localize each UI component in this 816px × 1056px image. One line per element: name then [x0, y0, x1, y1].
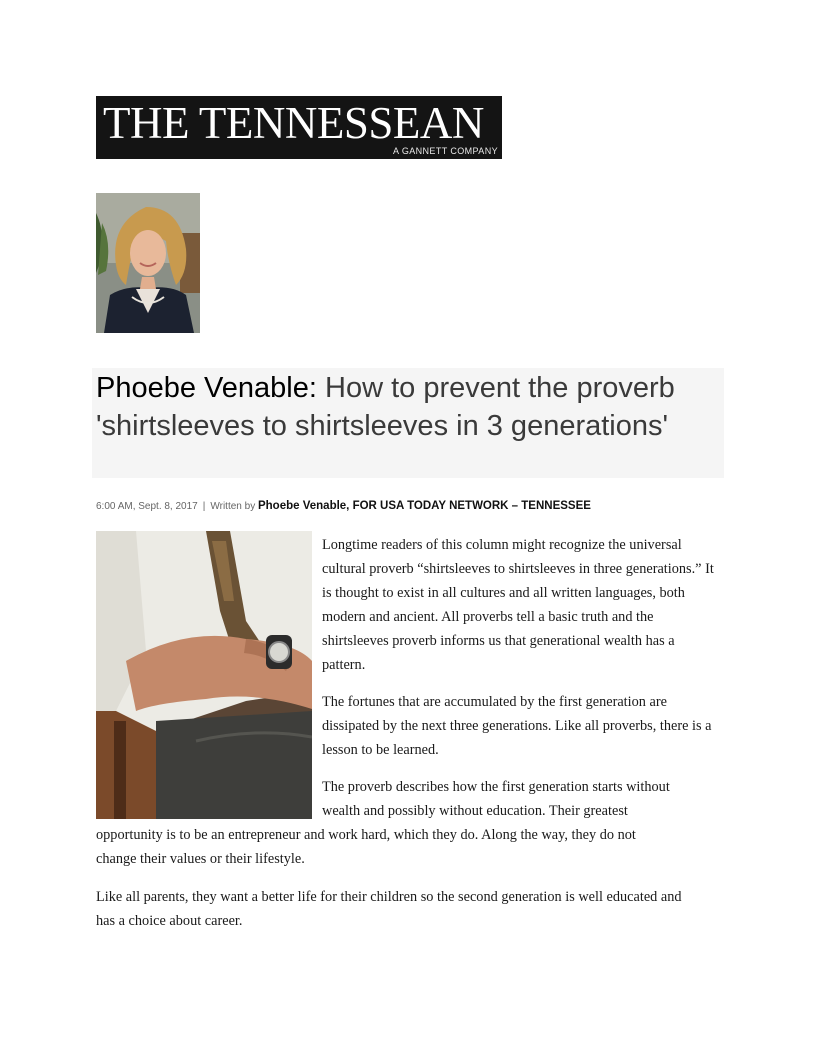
article-paragraph-2: The fortunes that are accumulated by the first generation are dissipated by the next three generations. Like all proverbs, there is a lesson to be learned. — [322, 694, 712, 758]
author-portrait — [96, 193, 200, 333]
article-paragraph-4: Like all parents, they want a better life for their children so the second generation is well educated and has a choice about career. — [96, 889, 682, 929]
article-paragraph-3-line-1: The proverb describes how the first generation starts without — [322, 779, 670, 795]
byline — [96, 500, 736, 512]
article-headline — [96, 369, 726, 445]
article-paragraph-3-line-3: opportunity is to be an entrepreneur and work hard, which they do. Along the way, they do not — [96, 827, 636, 843]
man-checking-watch-image — [96, 531, 312, 819]
article-photo — [96, 531, 312, 819]
article-paragraph-3-line-2: wealth and possibly without education. Their greatest — [322, 803, 628, 819]
article-paragraph-1: Longtime readers of this column might recognize the universal cultural proverb “shirtsleeves to shirtsleeves in three generations.” It is thought to exist in all cultures and all written languages, both modern and ancient. All proverbs tell a basic truth and the shirtsleeves proverb informs us that generational wealth has a pattern. — [322, 537, 714, 673]
headline-author: Phoebe Venable: — [96, 372, 317, 404]
masthead-tagline: A GANNETT COMPANY — [393, 146, 498, 156]
masthead-logo — [96, 96, 502, 159]
byline-datetime: 6:00 AM, Sept. 8, 2017 — [96, 501, 198, 512]
byline-separator: | — [202, 501, 206, 512]
author-photo — [96, 193, 200, 333]
byline-author: Phoebe Venable, FOR USA TODAY NETWORK – TENNESSEE — [257, 500, 591, 512]
byline-written-by: Written by — [210, 501, 256, 512]
article-paragraph-3-line-4: change their values or their lifestyle. — [96, 851, 305, 867]
masthead-name: THE TENNESSEAN — [103, 98, 484, 148]
headline-title: How to prevent the proverb 'shirtsleeves to shirtsleeves in 3 generations' — [96, 372, 675, 442]
